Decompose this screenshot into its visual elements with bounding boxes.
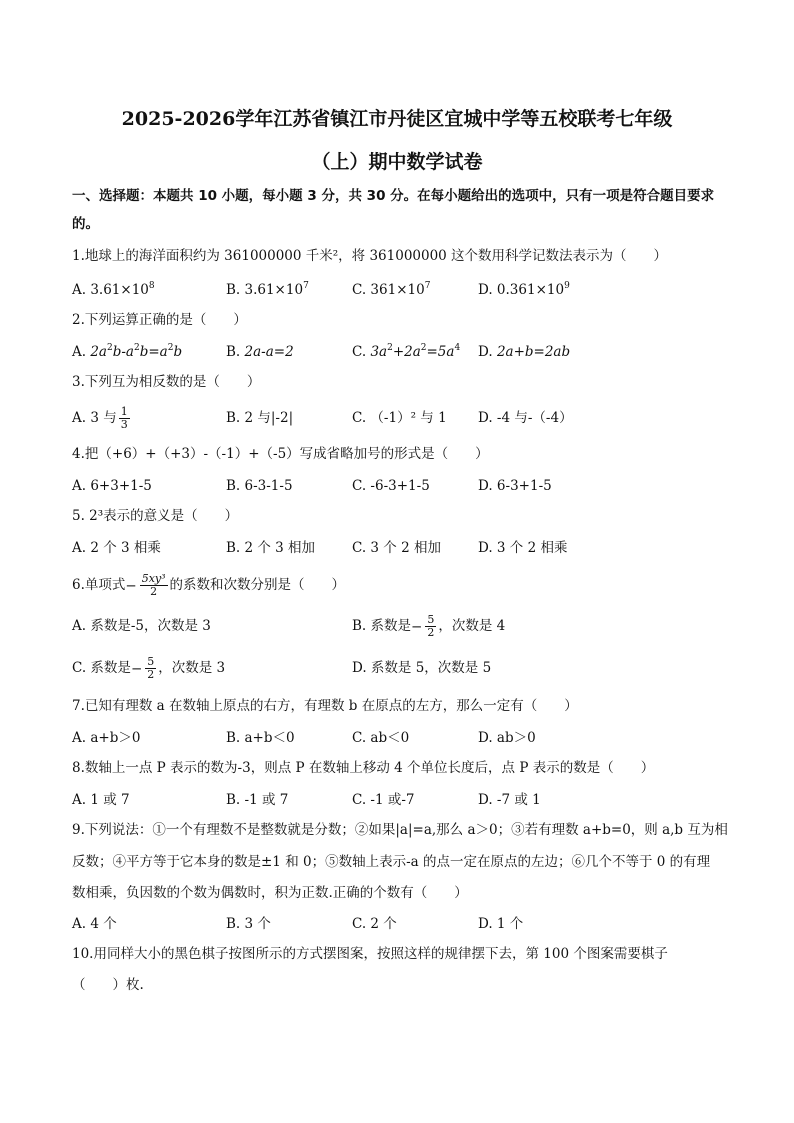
option-d: D. 系数是 5，次数是 5 [352,660,492,676]
exam-title-line2: （上）期中数学试卷 [311,151,483,173]
option-c: C. -6-3+1-5 [352,478,430,494]
question-6-stem: 6.单项式− $\frac{\text{5xy³}}{2}$ 的系数和次数分别是（ ） [72,572,346,598]
option-c: C. -1 或-7 [352,792,415,808]
option-d: D. -7 或 1 [478,792,541,808]
option-a: A. 2 个 3 相乘 [72,540,161,556]
section-heading: 一、选择题：本题共 10 小题，每小题 3 分，共 30 分。在每小题给出的选项中，只有一项是符合题目要求 [72,188,715,204]
option-c: C. 系数是− $\frac{5}{2}$ ，次数是 3 [72,655,226,681]
option-d: D. 1 个 [478,916,524,932]
fraction: $\frac{5}{2}$ [427,613,435,639]
option-b: B. -1 或 7 [226,792,289,808]
option-b: B. 2a-a=2 [226,344,294,360]
question-4-options [72,474,732,498]
option-b: B. a+b＜0 [226,730,295,746]
question-10-stem-line1: 10.用同样大小的黑色棋子按图所示的方式摆图案，按照这样的规律摆下去，第 100 个图案需要棋子 [72,946,668,962]
option-a: A. 3 与 $\frac{1}{3}$ [72,405,128,431]
option-b: B. 2 与|-2| [226,410,294,426]
option-c: C. 3 个 2 相加 [352,540,441,556]
question-2-options [72,340,732,364]
option-d: D. ab＞0 [478,730,536,746]
question-9-stem-line1: 9.下列说法：①一个有理数不是整数就是分数；②如果|a|=a,那么 a＞0；③若有理数 a+b=0，则 a,b 互为相 [72,822,728,838]
question-5-options [72,536,732,560]
question-9-options [72,912,732,936]
option-d: D. $0.361\times 10^9$ [478,281,570,298]
option-b: B. 3 个 [226,916,271,932]
fraction: $\frac{5}{2}$ [147,655,155,681]
option-b: B. 6-3-1-5 [226,478,293,494]
fraction: $\frac{1}{3}$ [120,405,128,431]
question-7-stem: 7.已知有理数 a 在数轴上原点的右方，有理数 b 在原点的左方，那么一定有（ ） [72,698,578,714]
question-7-options [72,726,732,750]
question-9-stem-line3: 数相乘，负因数的个数为偶数时，积为正数.正确的个数有（ ） [72,885,468,901]
option-a: A. $2a^2b-a^2b=a^2b$ [72,343,183,360]
question-3-options [72,406,732,430]
question-6-options-row1 [72,614,732,638]
section-heading-cont: 的。 [72,216,99,232]
option-d: D. 6-3+1-5 [478,478,552,494]
question-8-stem: 8.数轴上一点 P 表示的数为-3，则点 P 在数轴上移动 4 个单位长度后，点 P 表示的数是（ ） [72,760,655,776]
option-c: C. （-1）² 与 1 [352,410,447,426]
question-6-options-row2 [72,656,732,680]
option-d: D. 2a+b=2ab [478,344,571,360]
question-5-stem: 5. 2³表示的意义是（ ） [72,508,239,524]
question-8-options [72,788,732,812]
question-3-stem: 3.下列互为相反数的是（ ） [72,374,261,390]
option-a: A. 1 或 7 [72,792,130,808]
option-b: B. 系数是− $\frac{5}{2}$ ，次数是 4 [352,613,506,639]
question-2-stem: 2.下列运算正确的是（ ） [72,312,247,328]
fraction: $\frac{\text{5xy³}}{2}$ [141,572,166,598]
option-c: C. $361\times 10^7$ [352,281,431,298]
option-d: D. -4 与-（-4） [478,410,573,426]
question-9-stem-line2: 反数；④平方等于它本身的数是±1 和 0；⑤数轴上表示-a 的点一定在原点的左边；⑥几个不等于 0 的有理 [72,854,711,870]
exam-title-line1: 2025-2026学年江苏省镇江市丹徒区宜城中学等五校联考七年级 [121,108,673,130]
question-1-stem: 1.地球上的海洋面积约为 361000000 千米²，将 361000000 这个数用科学记数法表示为（ ） [72,248,668,264]
question-4-stem: 4.把（+6）+（+3）-（-1）+（-5）写成省略加号的形式是（ ） [72,446,489,462]
option-d: D. 3 个 2 相乘 [478,540,568,556]
option-a: A. 6+3+1-5 [72,478,152,494]
question-10-stem-line2: （ ）枚. [72,977,144,993]
question-1-options [72,278,732,302]
option-a: A. $3.61\times 10^8$ [72,281,155,298]
option-c: C. ab＜0 [352,730,410,746]
option-b: B. 2 个 3 相加 [226,540,316,556]
option-c: C. $3a^2+2a^2=5a^4$ [352,343,461,360]
option-a: A. a+b＞0 [72,730,141,746]
option-a: A. 系数是-5，次数是 3 [72,618,211,634]
option-b: B. $3.61\times 10^7$ [226,281,309,298]
option-a: A. 4 个 [72,916,117,932]
option-c: C. 2 个 [352,916,397,932]
